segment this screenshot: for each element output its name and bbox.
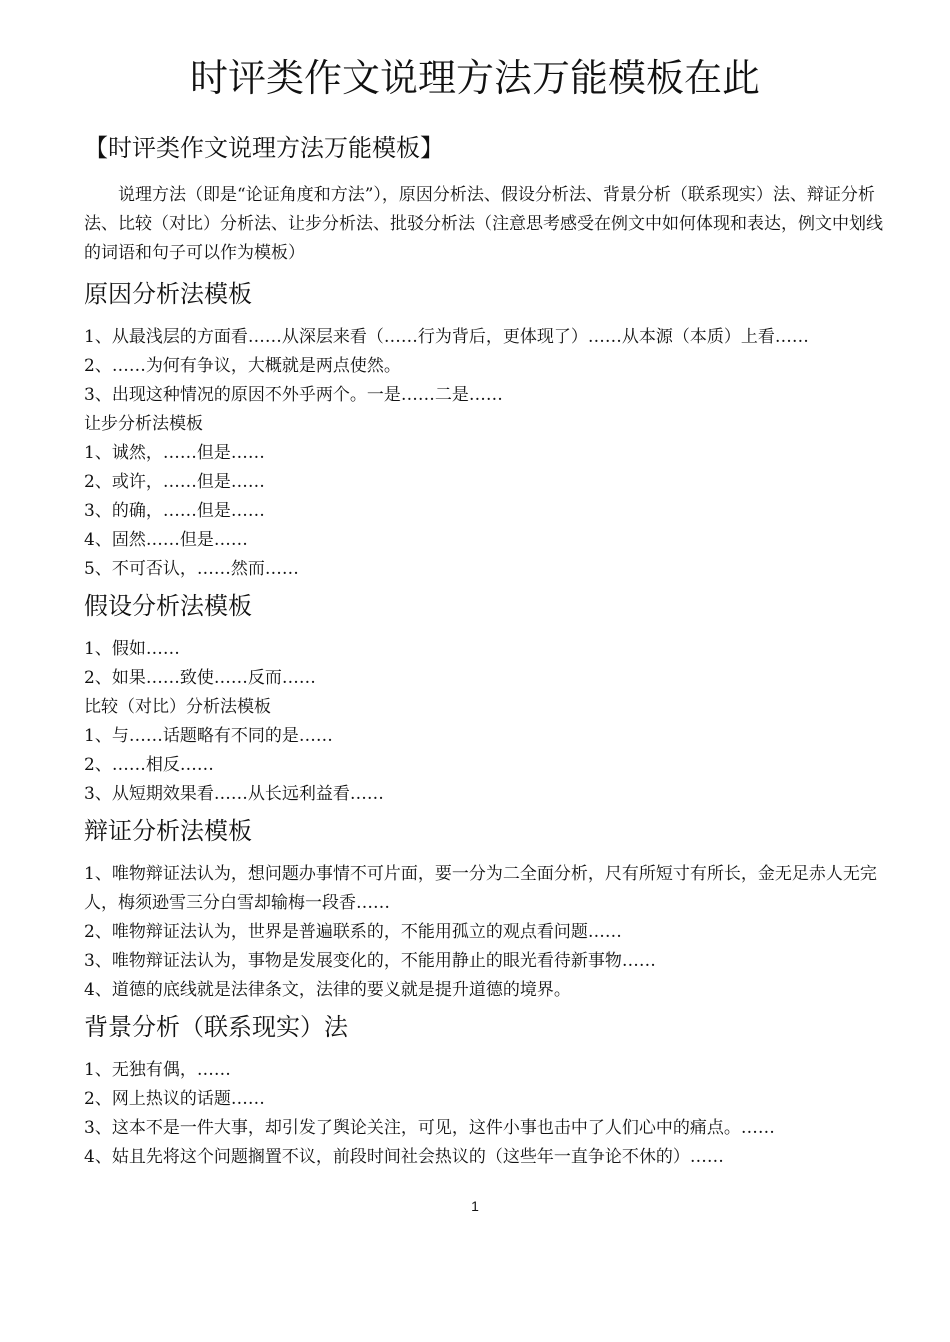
list-item: 3、从短期效果看……从长远利益看…… xyxy=(84,784,384,804)
list-item: 2、……相反…… xyxy=(84,755,214,775)
list-item: 2、或许，……但是…… xyxy=(84,472,265,492)
list-item: 4、姑且先将这个问题搁置不议，前段时间社会热议的（这些年一直争论不休的）…… xyxy=(84,1147,724,1167)
list-item: 3、这本不是一件大事，却引发了舆论关注，可见，这件小事也击中了人们心中的痛点。…… xyxy=(84,1118,775,1138)
list-item: 1、从最浅层的方面看……从深层来看（……行为背后，更体现了）……从本源（本质）上看…… xyxy=(84,327,809,347)
list-item: 1、无独有偶，…… xyxy=(84,1060,231,1080)
document-title: 时评类作文说理方法万能模板在此 xyxy=(189,56,760,100)
list-item: 3、的确，……但是…… xyxy=(84,501,265,521)
section-heading-cause: 原因分析法模板 xyxy=(84,280,252,308)
list-item: 3、唯物辩证法认为，事物是发展变化的，不能用静止的眼光看待新事物…… xyxy=(84,951,656,971)
intro-paragraph: 说理方法（即是“论证角度和方法”），原因分析法、假设分析法、背景分析（联系现实）法、辩证分析法、比较（对比）分析法、让步分析法、批驳分析法（注意思考感受在例文中如何体现和表达，例文中划线的词语和句子可以作为模板） xyxy=(84,185,883,263)
list-item: 2、网上热议的话题…… xyxy=(84,1089,265,1109)
section-heading-hypothesis: 假设分析法模板 xyxy=(84,592,252,620)
list-item: 2、唯物辩证法认为，世界是普遍联系的，不能用孤立的观点看问题…… xyxy=(84,922,622,942)
document-subtitle: 【时评类作文说理方法万能模板】 xyxy=(84,134,444,162)
page-number: 1 xyxy=(471,1198,479,1214)
section-heading-background: 背景分析（联系现实）法 xyxy=(84,1013,348,1041)
section-heading-comparison: 比较（对比）分析法模板 xyxy=(84,697,271,717)
document-content xyxy=(84,272,884,1172)
list-item: 2、……为何有争议，大概就是两点使然。 xyxy=(84,356,401,376)
list-item: 2、如果……致使……反而…… xyxy=(84,668,316,688)
list-item: 1、假如…… xyxy=(84,639,180,659)
list-item: 4、道德的底线就是法律条文，法律的要义就是提升道德的境界。 xyxy=(84,980,571,1000)
list-item: 3、出现这种情况的原因不外乎两个。一是……二是…… xyxy=(84,385,503,405)
list-item: 5、不可否认，……然而…… xyxy=(84,559,299,579)
list-item: 1、唯物辩证法认为，想问题办事情不可片面，要一分为二全面分析，尺有所短寸有所长，金无足赤人无完人，梅须逊雪三分白雪却输梅一段香…… xyxy=(84,864,877,913)
list-item: 1、与……话题略有不同的是…… xyxy=(84,726,333,746)
section-heading-concession: 让步分析法模板 xyxy=(84,414,203,434)
list-item: 1、诚然，……但是…… xyxy=(84,443,265,463)
list-item: 4、固然……但是…… xyxy=(84,530,248,550)
section-heading-dialectic: 辩证分析法模板 xyxy=(84,817,252,845)
